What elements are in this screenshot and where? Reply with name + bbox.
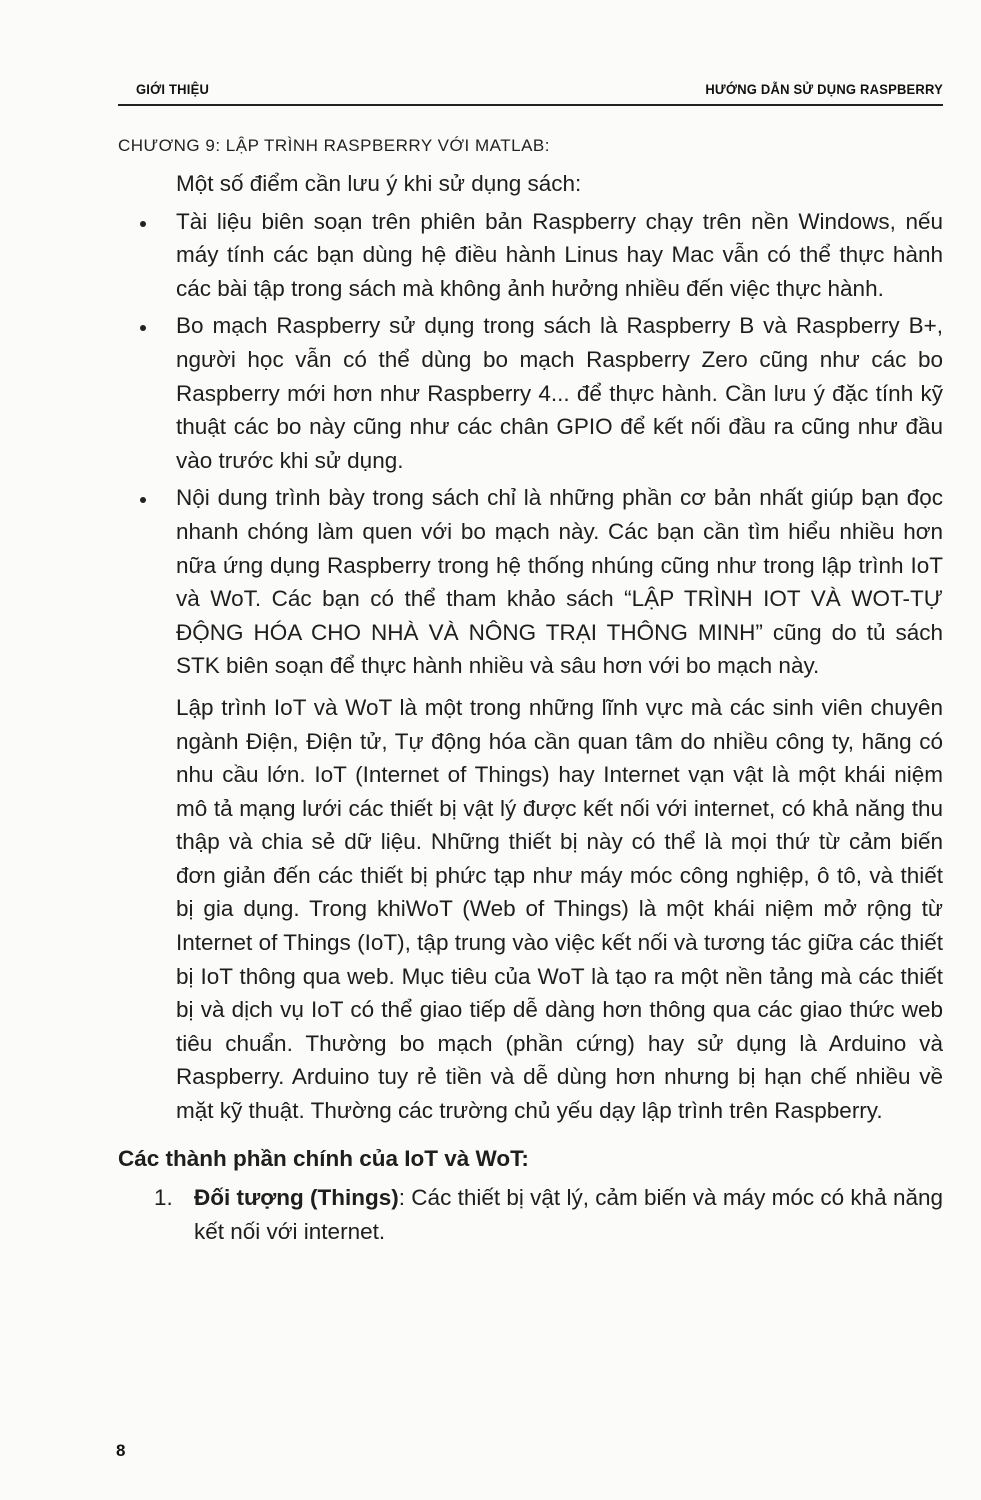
- note-item: [118, 205, 943, 306]
- note-text: Bo mạch Raspberry sử dụng trong sách là Raspberry B và Raspberry B+, người học vẫn có thể dùng bo mạch Raspberry Zero cũng như các bo Raspberry mới hơn như Raspberry 4... để thực hành. Cần lưu ý đặc tính kỹ thuật các bo này cũng như các chân GPIO để kết nối đầu ra cũng như đầu vào trước khi sử dụng.: [176, 313, 943, 473]
- bullet-icon: [140, 221, 146, 227]
- intro-text: Một số điểm cần lưu ý khi sử dụng sách:: [176, 171, 582, 196]
- header-section-title: GIỚI THIỆU: [136, 81, 210, 98]
- note-item: [118, 309, 943, 477]
- item-number: 1.: [154, 1185, 173, 1211]
- item-description: : Các thiết bị vật lý, cảm biến và máy móc có khả năng kết nối với internet.: [194, 1185, 943, 1244]
- bullet-icon: [140, 497, 146, 503]
- note-text: Nội dung trình bày trong sách chỉ là những phần cơ bản nhất giúp bạn đọc nhanh chóng làm quen với bo mạch này. Các bạn cần tìm hiểu nhiều hơn nữa ứng dụng Raspberry trong hệ thống nhúng cũng như trong lập trình IoT và WoT. Các bạn có thể tham khảo sách “LẬP TRÌNH IOT VÀ WOT-TỰ ĐỘNG HÓA CHO NHÀ VÀ NÔNG TRẠI THÔNG MINH” cũng do tủ sách STK biên soạn để thực hành nhiều và sâu hơn với bo mạch này.: [176, 485, 943, 679]
- body-paragraph: Lập trình IoT và WoT là một trong những lĩnh vực mà các sinh viên chuyên ngành Điện, Điện tử, Tự động hóa cần quan tâm do nhiều công ty, hãng có nhu cầu lớn. IoT (Internet of Things) hay Internet vạn vật là một khái niệm mô tả mạng lưới các thiết bị vật lý được kết nối với internet, có khả năng thu thập và chia sẻ dữ liệu. Những thiết bị này có thể là mọi thứ từ cảm biến đơn giản đến các thiết bị phức tạp như máy móc công nghiệp, ô tô, và thiết bị gia dụng. Trong khiWoT (Web of Things) là một khái niệm mở rộng từ Internet of Things (IoT), tập trung vào việc kết nối và tương tác giữa các thiết bị IoT thông qua web. Mục tiêu của WoT là tạo ra một nền tảng mà các thiết bị và dịch vụ IoT có thể giao tiếp dễ dàng hơn thông qua các giao thức web tiêu chuẩn. Thường bo mạch (phần cứng) hay sử dụng là Arduino và Raspberry. Arduino tuy rẻ tiền và dễ dùng hơn nhưng bị hạn chế nhiều về mặt kỹ thuật. Thường các trường chủ yếu dạy lập trình trên Raspberry.: [176, 694, 943, 1124]
- running-header: [118, 80, 943, 106]
- page-number: 8: [116, 1441, 126, 1460]
- notes-list: [118, 205, 943, 683]
- page-body: [118, 163, 943, 1248]
- item-term: Đối tượng (Things): [194, 1185, 399, 1211]
- components-list: [118, 1181, 943, 1248]
- component-item: [118, 1181, 943, 1248]
- header-book-title: HƯỚNG DẪN SỬ DỤNG RASPBERRY: [705, 81, 943, 98]
- section-heading: Các thành phần chính của IoT và WoT:: [118, 1145, 529, 1171]
- bullet-icon: [140, 325, 146, 331]
- chapter-list-item: CHƯƠNG 9: LẬP TRÌNH RASPBERRY VỚI MATLAB:: [118, 136, 550, 155]
- note-text: Tài liệu biên soạn trên phiên bản Raspberry chạy trên nền Windows, nếu máy tính các bạn dùng hệ điều hành Linus hay Mac vẫn có thể thực hành các bài tập trong sách mà không ảnh hưởng nhiều đến việc thực hành.: [176, 208, 943, 301]
- note-item: [118, 481, 943, 683]
